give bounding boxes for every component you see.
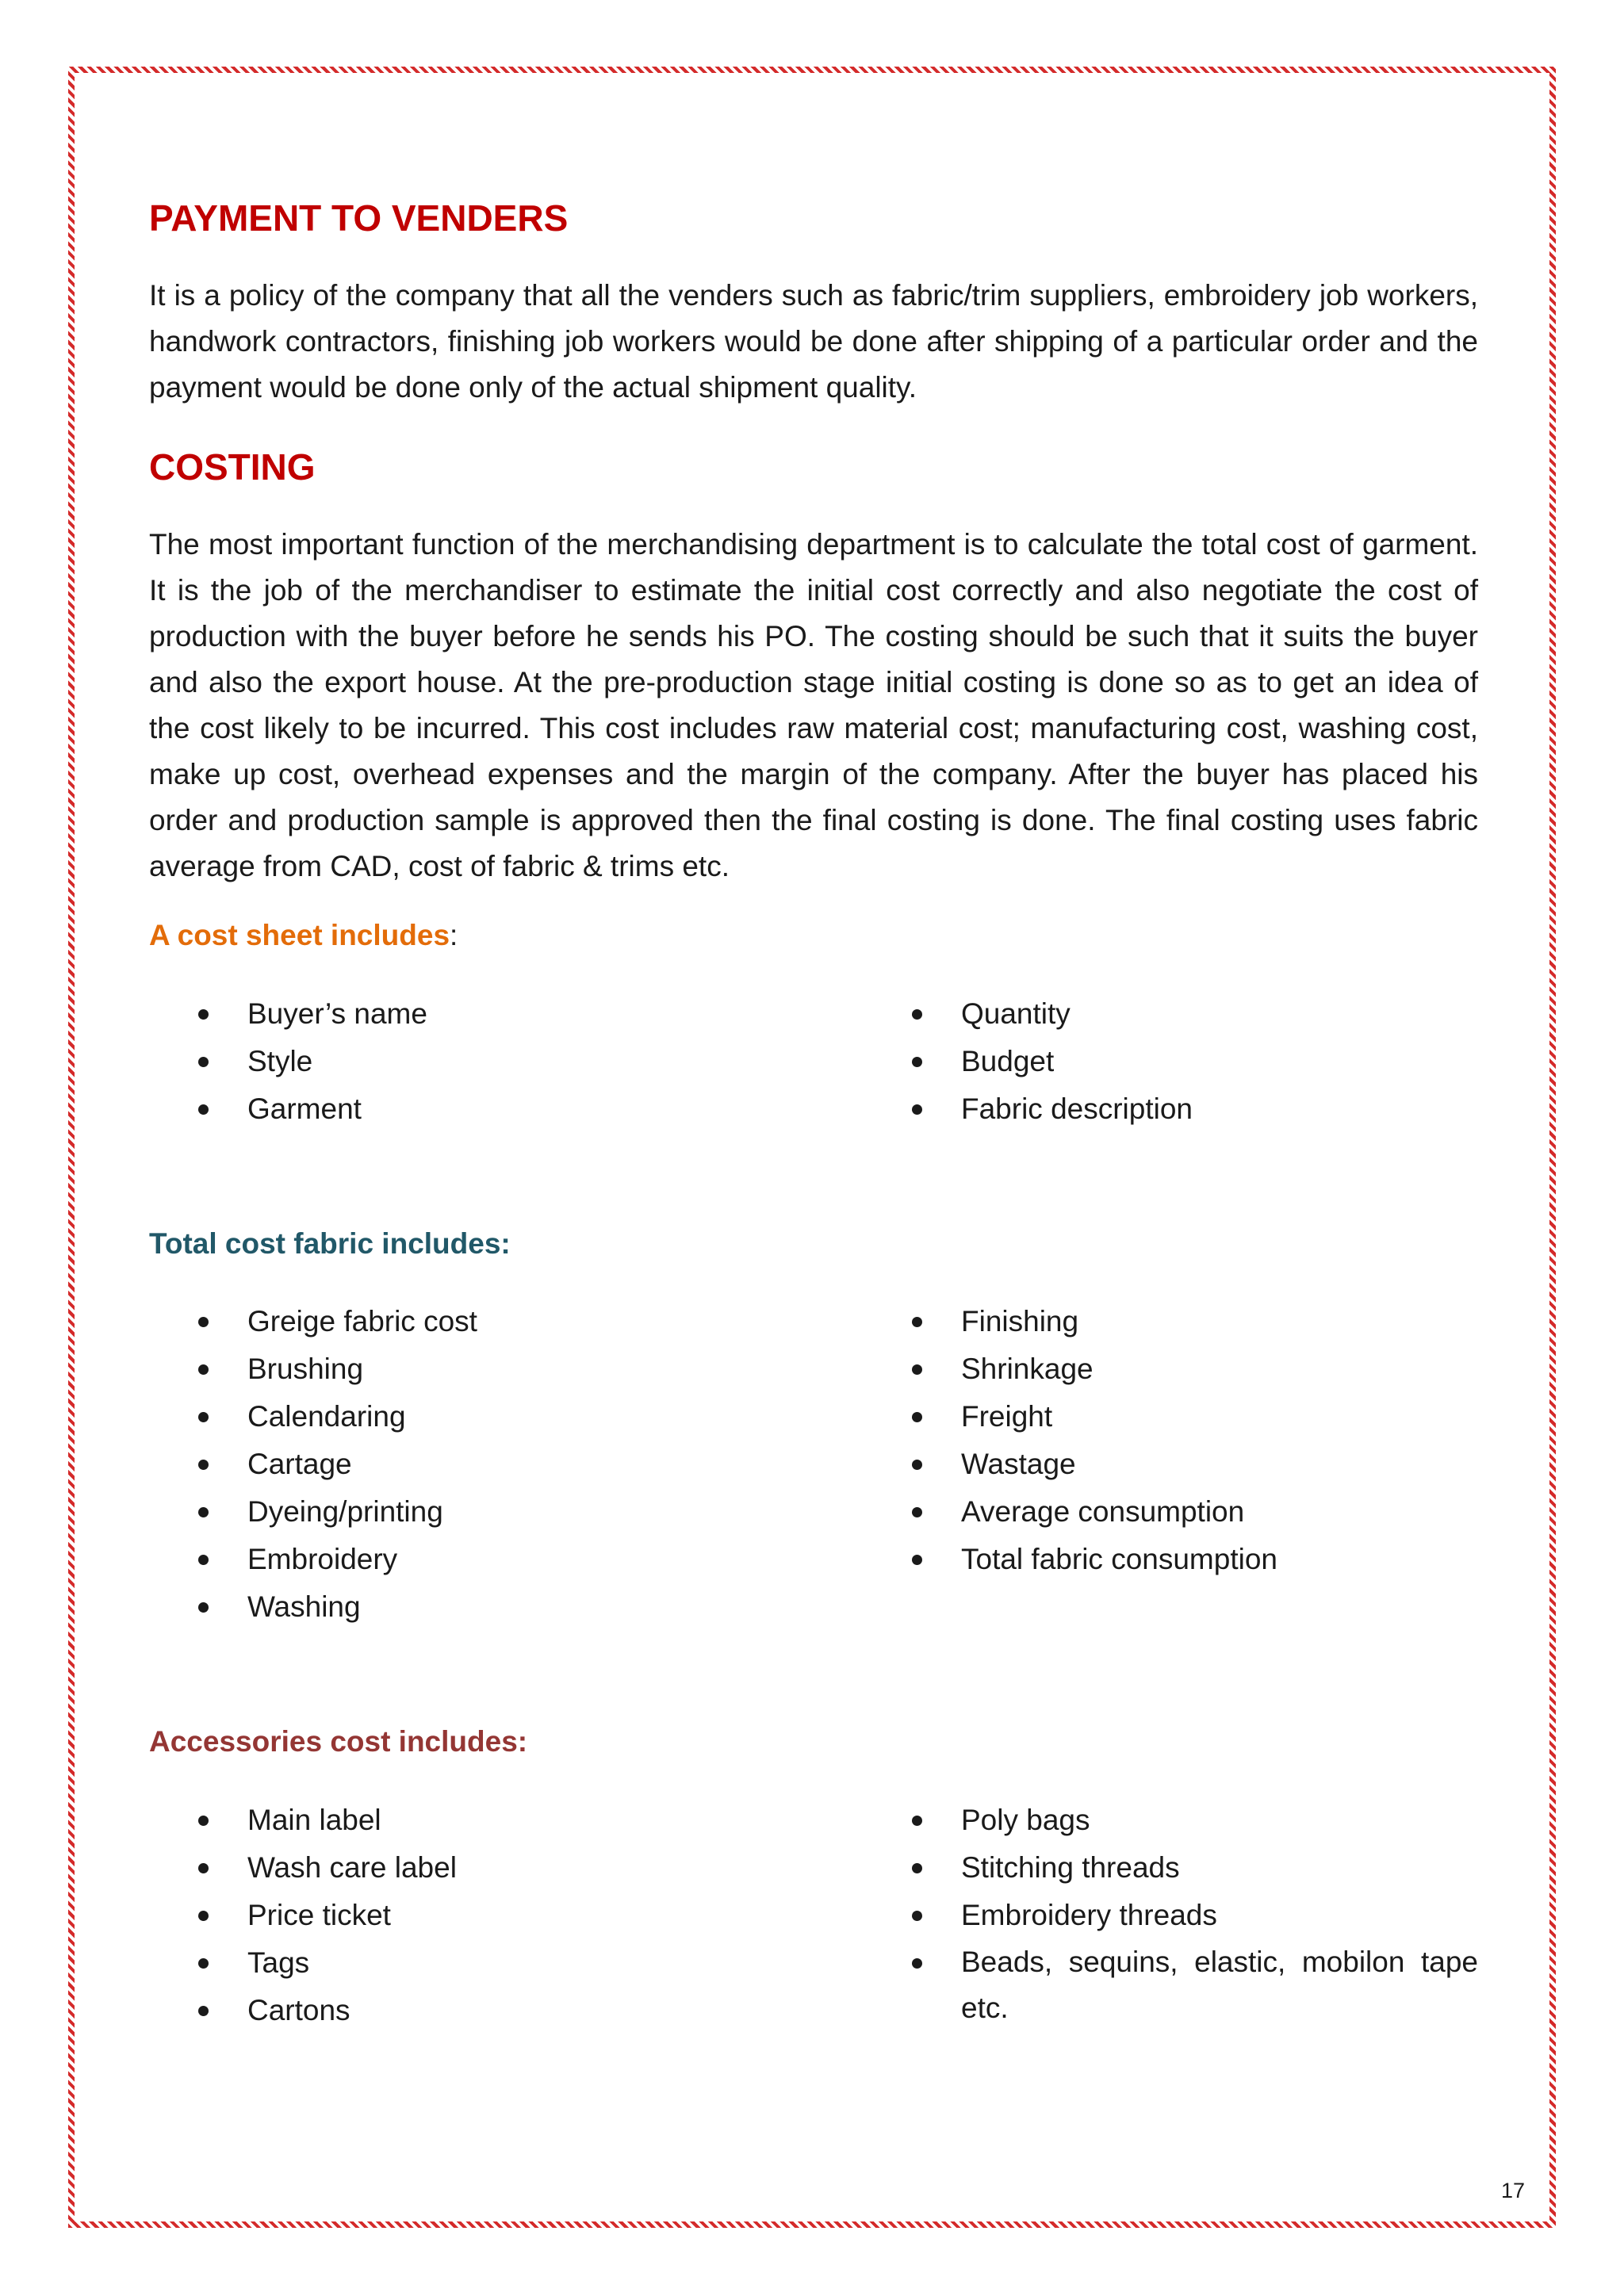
list-item — [912, 1393, 1478, 1441]
accessories-cost-list-right — [863, 1797, 1478, 2034]
fabric-cost-list — [149, 1298, 1478, 1631]
list-item-text: Washing — [247, 1590, 361, 1624]
list-item-text: Calendaring — [247, 1400, 406, 1433]
list-item — [198, 1797, 863, 1844]
list-item — [912, 1298, 1478, 1345]
bullet-icon — [912, 1104, 922, 1115]
bullet-icon — [198, 1602, 209, 1613]
cost-sheet-heading-text: A cost sheet includes — [149, 919, 450, 952]
costing-paragraph: The most important function of the merchandising department is to calculate the total cost of garment. It is the job of the merchandiser to estimate the initial cost correctly and also negotiate the cost of production with the buyer before he sends his PO. The costing should be such that it suits the buyer and also the export house. At the pre-production stage initial costing is done so as to get an idea of the cost likely to be incurred. This cost includes raw material cost; manufacturing cost, washing cost, make up cost, overhead expenses and the margin of the company. After the buyer has placed his order and production sample is approved then the final costing is done. The final costing uses fabric average from CAD, cost of fabric & trims etc. — [149, 528, 1478, 883]
bullet-icon — [912, 1057, 922, 1067]
list-item — [912, 1797, 1478, 1844]
bullet-icon — [198, 1555, 209, 1565]
bullet-icon — [912, 1317, 922, 1327]
bullet-icon — [912, 1863, 922, 1873]
list-item — [198, 1536, 863, 1583]
list-item-text: Buyer’s name — [247, 997, 427, 1030]
list-item — [912, 1038, 1478, 1085]
list-item-text: Tags — [247, 1946, 310, 1979]
list-item-text: Stitching threads — [961, 1850, 1180, 1884]
cost-sheet-heading — [149, 918, 1478, 953]
list-item-text: Average consumption — [961, 1495, 1245, 1529]
list-item-text: Freight — [961, 1400, 1053, 1433]
bullet-icon — [912, 1364, 922, 1375]
list-item-text: Quantity — [961, 997, 1071, 1030]
list-item-text: Total fabric consumption — [961, 1543, 1277, 1576]
list-item-text: Garment — [247, 1092, 362, 1125]
costing-heading: COSTING — [149, 446, 316, 488]
bullet-icon — [198, 1364, 209, 1375]
bullet-icon — [198, 1863, 209, 1873]
bullet-icon — [198, 2006, 209, 2016]
list-item-text: Embroidery — [247, 1543, 398, 1576]
list-item-text: Style — [247, 1044, 313, 1077]
list-item — [198, 1441, 863, 1488]
accessories-cost-heading: Accessories cost includes: — [149, 1725, 528, 1758]
bullet-icon — [912, 1911, 922, 1921]
list-item-text: Main label — [247, 1803, 381, 1836]
list-item-text: Embroidery threads — [961, 1898, 1217, 1931]
cost-sheet-list — [149, 990, 1478, 1133]
list-item — [912, 1892, 1478, 1939]
list-item-text: Finishing — [961, 1305, 1079, 1338]
list-item-text: Fabric description — [961, 1092, 1193, 1125]
list-item — [198, 1488, 863, 1536]
list-item — [198, 1987, 863, 2034]
list-item — [198, 1345, 863, 1393]
list-item-text: Cartons — [247, 1993, 350, 2026]
fabric-cost-list-right — [863, 1298, 1478, 1631]
bullet-icon — [198, 1009, 209, 1020]
bullet-icon — [198, 1104, 209, 1115]
list-item — [912, 1939, 1478, 2031]
page-number: 17 — [1501, 2179, 1526, 2202]
bullet-icon — [198, 1460, 209, 1470]
bullet-icon — [912, 1816, 922, 1826]
list-item — [198, 1298, 863, 1345]
list-item — [912, 1085, 1478, 1133]
list-item — [912, 1345, 1478, 1393]
list-item — [912, 1441, 1478, 1488]
bullet-icon — [912, 1009, 922, 1020]
bullet-icon — [198, 1317, 209, 1327]
bullet-icon — [198, 1911, 209, 1921]
list-item-text: Brushing — [247, 1353, 364, 1386]
list-item-text: Wash care label — [247, 1850, 457, 1884]
list-item-text: Shrinkage — [961, 1353, 1094, 1386]
list-item — [198, 1844, 863, 1892]
bullet-icon — [912, 1555, 922, 1565]
list-item-text: Cartage — [247, 1448, 352, 1481]
list-item-text: Beads, sequins, elastic, mobilon tape etc. — [961, 1945, 1478, 2024]
page-content — [149, 197, 1478, 2034]
payment-heading: PAYMENT TO VENDERS — [149, 197, 569, 239]
bullet-icon — [198, 1412, 209, 1422]
list-item — [198, 1892, 863, 1939]
list-item — [912, 1844, 1478, 1892]
cost-sheet-list-right — [863, 990, 1478, 1133]
fabric-cost-heading: Total cost fabric includes: — [149, 1226, 511, 1260]
accessories-cost-list — [149, 1797, 1478, 2034]
list-item-text: Budget — [961, 1044, 1055, 1077]
bullet-icon — [912, 1507, 922, 1517]
list-item — [198, 1393, 863, 1441]
cost-sheet-list-left — [149, 990, 863, 1133]
list-item-text: Greige fabric cost — [247, 1305, 477, 1338]
bullet-icon — [198, 1958, 209, 1969]
list-item-text: Poly bags — [961, 1803, 1090, 1836]
list-item — [198, 1038, 863, 1085]
bullet-icon — [912, 1460, 922, 1470]
cost-sheet-heading-colon: : — [450, 919, 458, 952]
list-item — [912, 1536, 1478, 1583]
bullet-icon — [912, 1958, 922, 1969]
accessories-cost-list-left — [149, 1797, 863, 2034]
list-item — [198, 990, 863, 1038]
list-item-text: Dyeing/printing — [247, 1495, 443, 1529]
bullet-icon — [198, 1816, 209, 1826]
bullet-icon — [198, 1057, 209, 1067]
fabric-cost-list-left — [149, 1298, 863, 1631]
list-item-text: Price ticket — [247, 1898, 391, 1931]
list-item — [198, 1939, 863, 1987]
list-item — [198, 1583, 863, 1631]
payment-paragraph: It is a policy of the company that all the venders such as fabric/trim suppliers, embroidery job workers, handwork contractors, finishing job workers would be done after shipping of a particular order and the payment would be done only of the actual shipment quality. — [149, 279, 1478, 404]
list-item — [912, 990, 1478, 1038]
list-item — [912, 1488, 1478, 1536]
list-item — [198, 1085, 863, 1133]
bullet-icon — [912, 1412, 922, 1422]
bullet-icon — [198, 1507, 209, 1517]
list-item-text: Wastage — [961, 1448, 1076, 1481]
